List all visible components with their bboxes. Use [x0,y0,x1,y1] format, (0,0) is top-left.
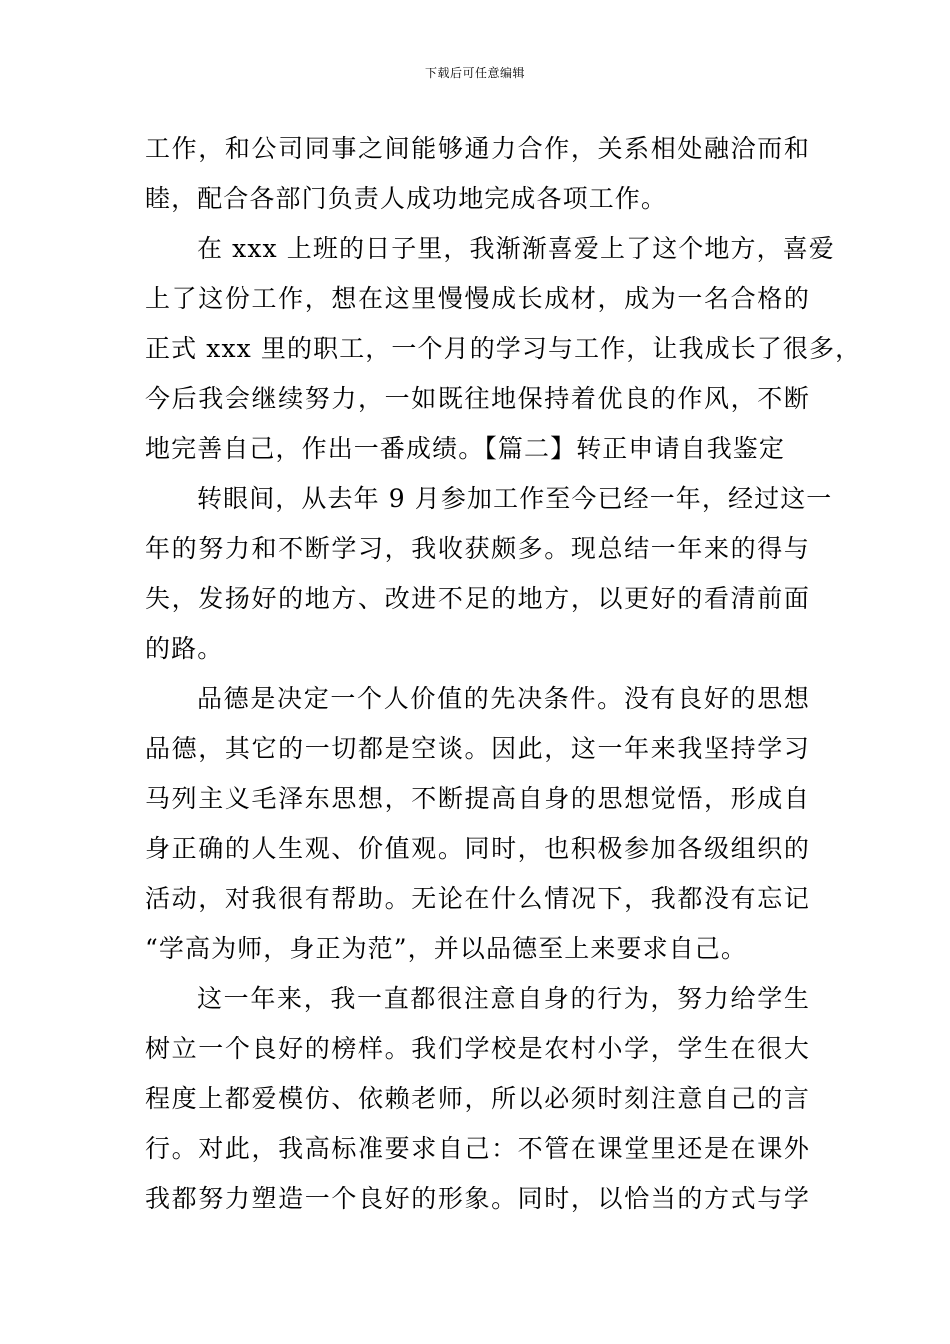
text-line: 地完善自己，作出一番成绩。【篇二】转正申请自我鉴定 [145,434,786,463]
text-line: 品德是决定一个人价值的先决条件。没有良好的思想 [197,684,810,713]
text-line: 行。对此，我高标准要求自己：不管在课堂里还是在课外 [145,1134,810,1163]
text-line: 失，发扬好的地方、改进不足的地方，以更好的看清前面 [145,584,810,613]
text-line: 在 xxx 上班的日子里，我渐渐喜爱上了这个地方，喜爱 [197,234,835,263]
text-line: 活动，对我很有帮助。无论在什么情况下，我都没有忘记 [145,884,810,913]
text-line: 品德，其它的一切都是空谈。因此，这一年来我坚持学习 [145,734,810,763]
document-body [145,124,862,1224]
text-line: 这一年来，我一直都很注意自身的行为，努力给学生 [197,984,810,1013]
text-line: 转眼间，从去年 9 月参加工作至今已经一年，经过这一 [197,484,833,513]
text-line: “学高为师，身正为范”，并以品德至上来要求自己。 [145,934,747,963]
text-line: 年的努力和不断学习，我收获颇多。现总结一年来的得与 [145,534,810,563]
text-line: 的路。 [145,634,224,663]
text-line: 树立一个良好的榜样。我们学校是农村小学，学生在很大 [145,1034,810,1063]
text-line: 马列主义毛泽东思想，不断提高自身的思想觉悟，形成自 [145,784,810,813]
text-line: 我都努力塑造一个良好的形象。同时，以恰当的方式与学 [145,1184,810,1213]
text-line: 睦，配合各部门负责人成功地完成各项工作。 [145,184,668,213]
header-note: 下载后可任意编辑 [424,66,525,80]
text-line: 上了这份工作，想在这里慢慢成长成材，成为一名合格的 [145,284,810,313]
text-line: 今后我会继续努力，一如既往地保持着优良的作风，不断 [145,384,810,413]
text-line: 正式 xxx 里的职工，一个月的学习与工作，让我成长了很多， [145,334,862,363]
text-line: 工作，和公司同事之间能够通力合作，关系相处融洽而和 [145,134,810,163]
text-line: 身正确的人生观、价值观。同时，也积极参加各级组织的 [145,834,810,863]
text-line: 程度上都爱模仿、依赖老师，所以必须时刻注意自己的言 [145,1084,810,1113]
